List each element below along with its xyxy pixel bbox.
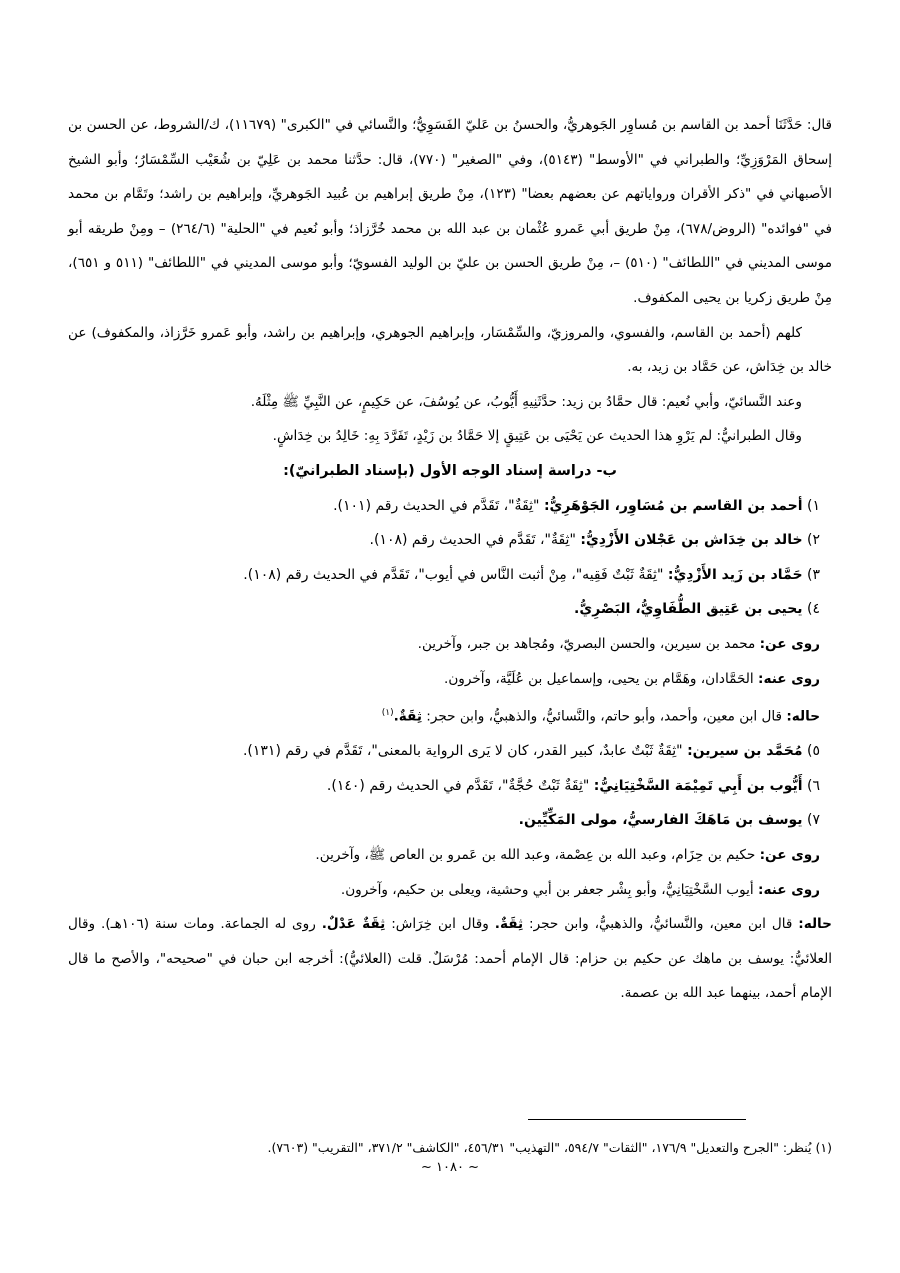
paragraph-nasai: وعند النَّسائيّ، وأبي نُعيم: قال حمَّادُ بن زيد: حدَّثَنِيهِ أَيُّوبُ، عن يُوسُفَ، عن حَكِيمٍ، عن النَّبِيِّ ﷺ مِثْلَهُ. (250, 393, 802, 410)
item-number: ٣) (807, 566, 820, 583)
narrator-grade: "ثِقَةٌ ثَبْتٌ حُجَّةٌ"، تَقَدَّم في الحديث رقم (١٤٠). (326, 777, 590, 794)
paragraph-summary: كلهم (أحمد بن القاسم، والفسوي، والمروزيّ، والسِّمْسَار، وإبراهيم الجوهري، وإبراهيم بن راشد، وأبو عَمرو خَرَّزاذ، والمكفوف) عن خالد بن خِدَاش، عن حَمَّاد بن زيد، به. (68, 324, 832, 376)
yusuf-anhu: روى عنه: أيوب السَّخْتِيَانِيُّ، وأبو بِشْر جعفر بن أبي وحشية، ويعلى بن حكيم، وآخرون. (340, 881, 820, 898)
yahya-hal: حاله: قال ابن معين، وأحمد، وأبو حاتم، والنَّسائيُّ، والذهبيُّ، وابن حجر: ثِقَةٌ.$^{(١)}$ (381, 708, 820, 725)
narrator-item (68, 523, 832, 558)
narrator-name: خالد بن خِدَاش بن عَجْلان الأَزْدِيُّ: (580, 532, 803, 549)
footnote: (١) يُنظر: "الجرح والتعديل" ١٧٦/٩، "الثقات" ٥٩٤/٧، "التهذيب" ٤٥٦/٣١، "الكاشف" ٣٧١/٢، "التقريب" (٧٦٠٣). (267, 1140, 832, 1155)
page-number: ~ ١٠٨٠ ~ (421, 1160, 479, 1175)
narrator-grade: "ثِقَةٌ"، تَقَدَّم في الحديث رقم (١٠٨). (369, 532, 576, 549)
section-heading: ب- دراسة إسناد الوجه الأول (بإسناد الطبرانيّ): (283, 462, 617, 479)
narrator-name: مُحَمَّد بن سيرين: (687, 743, 803, 760)
narrator-name: حَمَّاد بن زَيد الأَزْدِيُّ: (667, 566, 803, 583)
narrator-item (68, 558, 832, 593)
narrator-item (68, 489, 832, 524)
narrator-name: أَيُّوب بن أَبِي تَمِيْمَة السَّخْتِيَانِيُّ: (593, 777, 803, 794)
item-number: ٦) (807, 777, 820, 794)
footnote-ref[interactable]: (١) (381, 708, 394, 719)
narrator-grade: "ثِقَةٌ ثَبْتٌ فَقِيه"، مِنْ أثبت النَّاس في أيوب"، تَقَدَّم في الحديث رقم (١٠٨). (243, 566, 664, 583)
item-number: ٥) (807, 743, 820, 760)
narrator-item (68, 803, 832, 838)
narrator-item (68, 769, 832, 804)
item-number: ٧) (807, 812, 820, 829)
narrator-name: يحيى بن عَتِيق الطُّفَاوِيُّ، البَصْرِيُّ. (574, 601, 803, 618)
yusuf-rawa: روى عن: حكيم بن حِزَام، وعبد الله بن عِصْمة، وعبد الله بن عَمرو بن العاص ﷺ، وآخرين. (315, 847, 820, 863)
page-body (68, 108, 832, 1011)
narrator-grade: "ثِقَةٌ"، تَقَدَّم في الحديث رقم (١٠١). (333, 497, 540, 514)
item-number: ٤) (807, 601, 820, 618)
paragraph-takhrij: قال: حَدَّثَنَا أحمد بن القاسم بن مُساوِر الجَوهريُّ، والحسنُ بن عَليّ الفَسَوِيُّ؛ والنَّسائي في "الكبرى" (١١٦٧٩)، ك/الشروط، عن الحسن بن إسحاق المَرْوَزِيِّ؛ والطبراني في "الأوسط" (٥١٤٣)، وفي "الصغير" (٧٧٠)، قال: حدَّثنا محمد بن عَلِيّ بن شُعَيْب السِّمْسَارُ؛ وأبو الشيخ الأصبهاني في "ذكر الأقران ورواياتهم عن بعضهم بعضا" (١٢٣)، مِنْ طريق إبراهيم بن عُبيد الجَوهريِّ، وإبراهيم بن راشد؛ وتَمَّام بن محمد في "فوائده" (الروض/٦٧٨)، مِنْ طريق أبي عَمرو عُثْمان بن عبد الله بن محمد خُرَّزاذ؛ وأبو نُعيم في "الحلية" (٢٦٤/٦) – ومِنْ طريقه أبو موسى المديني في "اللطائف" (٥١٠) –، مِنْ طريق الحسن بن عليّ بن الوليد الفسويّ؛ وأبو موسى المديني في "اللطائف" (٥١١ و ٦٥١)، مِنْ طريق زكريا بن يحيى المكفوف. (68, 117, 832, 306)
paragraph-tabarani: وقال الطبرانيُّ: لم يَرْوِ هذا الحديث عن يَحْيَى بن عَتِيقٍ إلا حَمَّادُ بن زَيْدٍ، تَفَرَّدَ بِهِ: خَالِدُ بن خِدَاشٍ. (272, 428, 802, 445)
item-number: ٢) (807, 532, 820, 549)
footnote-divider (528, 1119, 746, 1120)
narrator-name: أحمد بن القاسم بن مُسَاوِر، الجَوْهَرِيُّ: (543, 497, 803, 514)
narrator-grade: "ثِقَةٌ ثَبْتٌ عابدٌ، كبير القدر، كان لا يَرى الرواية بالمعنى"، تَقَدَّم في رقم (١٣١). (242, 743, 683, 760)
narrator-item (68, 734, 832, 769)
yahya-anhu: روى عنه: الحَمَّادان، وهَمَّام بن يحيى، وإسماعيل بن عُلَيَّة، وآخرون. (444, 670, 820, 687)
item-number: ١) (807, 497, 820, 514)
narrator-item (68, 592, 832, 627)
yusuf-hal: حاله: قال ابن معين، والنَّسائيُّ، والذهبيُّ، وابن حجر: ثِقَةٌ. وقال ابن خِرَاش: ثِقَةٌ عَدْلٌ. روى له الجماعة. ومات سنة (١٠٦هـ). وقال العلائيُّ: يوسف بن ماهك عن حكيم بن حزام: قال الإمام أحمد: مُرْسَلٌ. قلت (العلائيُّ): أخرجه ابن حبان في "صحيحه"، والأصح ما قال الإمام أحمد، بينهما عبد الله بن عصمة. (68, 916, 832, 1002)
yahya-rawa: روى عن: محمد بن سيرين، والحسن البصريّ، ومُجاهد بن جبر، وآخرين. (417, 635, 820, 652)
narrator-name: يوسف بن مَاهَكَ الفارسيُّ، مولى المَكِّيِّين. (518, 812, 803, 829)
